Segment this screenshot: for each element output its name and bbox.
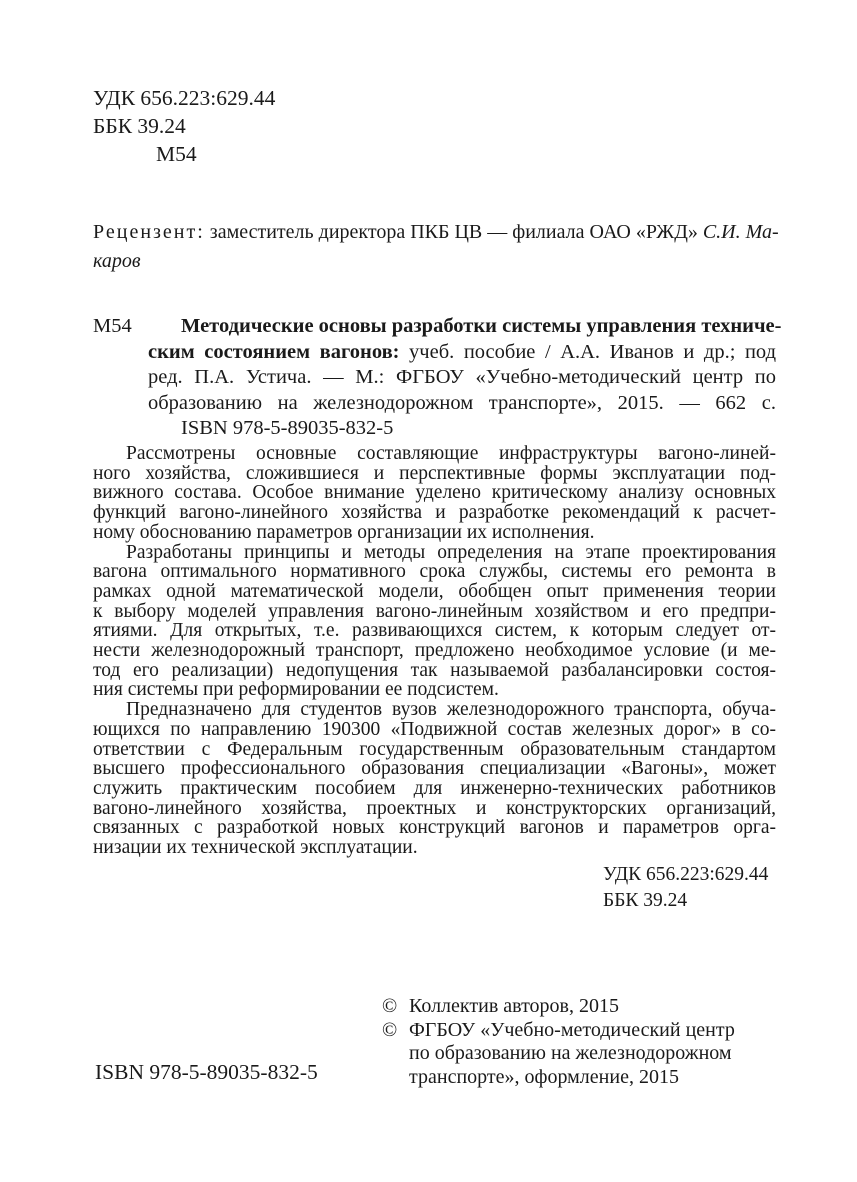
text-run: вижного состава. Особое внимание уделено критическому анализу основных xyxy=(93,482,776,504)
text-run: Методические основы разработки системы управления техниче- xyxy=(181,315,782,337)
text-run: ISBN 978-5-89035-832-5 xyxy=(181,417,394,439)
copyright-text xyxy=(409,1019,735,1090)
text-run: каров xyxy=(93,250,141,272)
text-line xyxy=(93,464,776,484)
text-run: учеб. пособие / А.А. Иванов и др.; под xyxy=(399,340,777,363)
text-run: ющихся по направлению 190300 «Подвижной состав железных дорог» в со- xyxy=(93,718,776,740)
text-line xyxy=(93,543,776,563)
text-line xyxy=(93,700,776,720)
text-run: Коллектив авторов, 2015 xyxy=(409,995,619,1017)
text-line xyxy=(148,391,776,417)
udk-code: УДК 656.223:629.44 xyxy=(603,864,769,885)
copyright-item-publisher xyxy=(382,1019,735,1090)
text-run: ния системы при реформировании ее подсистем. xyxy=(93,679,499,701)
text-line xyxy=(93,720,776,740)
text-run: служить практическим пособием для инженерно-технических работников xyxy=(93,777,776,799)
text-run: Рецензент: xyxy=(93,221,205,243)
text-line xyxy=(93,444,776,464)
annotation-text xyxy=(93,444,776,858)
text-run: тод его реализации) недопущения так называемой разбалансировки состоя- xyxy=(93,659,776,681)
text-line xyxy=(93,483,776,503)
text-run: Рассмотрены основные составляющие инфраструктуры вагоно-линей- xyxy=(126,443,776,464)
text-line xyxy=(148,416,776,442)
text-line xyxy=(148,365,776,391)
text-line xyxy=(93,779,776,799)
text-line xyxy=(148,340,776,366)
text-line xyxy=(93,503,776,523)
copyright-symbol: © xyxy=(382,995,398,1017)
text-run: Предназначено для студентов вузов железнодорожного транспорта, обуча- xyxy=(126,699,776,721)
classification-codes-bottom xyxy=(603,862,768,914)
copyright-symbol: © xyxy=(382,1018,398,1041)
bib-author-sign: М54 xyxy=(93,315,132,337)
udk-code: УДК 656.223:629.44 xyxy=(93,86,276,110)
text-run: низации их технической эксплуатации. xyxy=(93,837,418,859)
text-run: ятиями. Для открытых, т.е. развивающихся систем, к которым следует от- xyxy=(93,620,776,642)
bbk-code: ББК 39.24 xyxy=(603,890,688,911)
paragraph xyxy=(93,543,776,701)
paragraph xyxy=(93,444,776,543)
text-line xyxy=(409,995,619,1019)
text-run: ФГБОУ «Учебно-методический центр xyxy=(409,1018,735,1041)
text-run: функций вагоно-линейного хозяйства и разработке рекомендаций к расчет- xyxy=(93,502,776,524)
copyright-item-authors xyxy=(382,995,735,1019)
text-line xyxy=(93,680,776,700)
text-run: ским состоянием вагонов: xyxy=(148,340,400,363)
reviewer-note xyxy=(93,218,779,276)
text-line xyxy=(93,799,776,819)
text-line xyxy=(93,523,776,543)
text-line xyxy=(93,621,776,641)
text-line xyxy=(93,661,776,681)
text-line xyxy=(93,818,776,838)
text-run: С.И. Ма- xyxy=(702,221,779,243)
text-line xyxy=(409,1042,735,1066)
text-run: вагоно-линейного хозяйства, проектных и конструкторских организаций, xyxy=(93,797,776,819)
paragraph xyxy=(93,700,776,858)
text-line xyxy=(409,1066,735,1090)
text-line xyxy=(93,247,776,276)
text-run: заместитель директора ПКБ ЦВ — филиала ОАО «РЖД» xyxy=(204,221,703,243)
author-sign-code: М54 xyxy=(156,142,197,166)
text-run: к выбору моделей управления вагоно-линейным хозяйством и его предпри- xyxy=(93,600,776,622)
isbn-number: ISBN 978-5-89035-832-5 xyxy=(95,1060,318,1084)
text-line xyxy=(93,218,779,247)
text-line xyxy=(148,314,782,340)
text-run: ред. П.А. Устича. — М.: ФГБОУ «Учебно-методический центр по xyxy=(148,366,776,388)
text-run: ного хозяйства, сложившиеся и перспективные формы эксплуатации под- xyxy=(93,462,776,484)
text-run: образованию на железнодорожном транспорте», 2015. — 662 с. xyxy=(148,391,776,414)
text-run: ному обоснованию параметров организации их исполнения. xyxy=(93,521,595,543)
text-line xyxy=(409,1019,735,1043)
copyright-block xyxy=(382,995,735,1089)
text-run: связанных с разработкой новых конструкций вагонов и параметров орга- xyxy=(93,817,776,839)
text-run: Разработаны принципы и методы определения на этапе проектирования xyxy=(126,541,776,563)
text-run: ответствии с Федеральным государственным образовательным стандартом xyxy=(93,738,776,760)
text-line xyxy=(93,602,776,622)
text-line xyxy=(93,641,776,661)
copyright-text xyxy=(409,995,619,1019)
text-line xyxy=(93,759,776,779)
bbk-code: ББК 39.24 xyxy=(93,114,186,138)
text-line xyxy=(93,562,776,582)
text-run: вагона оптимального нормативного срока службы, системы его ремонта в xyxy=(93,561,776,583)
text-run: нести железнодорожный транспорт, предложено необходимое условие (и ме- xyxy=(93,640,776,662)
text-line xyxy=(93,838,776,858)
classification-codes-top xyxy=(93,84,275,168)
text-run: по образованию на железнодорожном xyxy=(409,1042,732,1064)
bibliographic-entry xyxy=(148,314,782,442)
text-run: высшего профессионального образования специализации «Вагоны», может xyxy=(93,758,776,780)
text-run: транспорте», оформление, 2015 xyxy=(409,1065,679,1088)
text-line xyxy=(93,582,776,602)
text-line xyxy=(93,740,776,760)
text-run: рамках одной математической модели, обобщен опыт применения теории xyxy=(93,580,776,602)
